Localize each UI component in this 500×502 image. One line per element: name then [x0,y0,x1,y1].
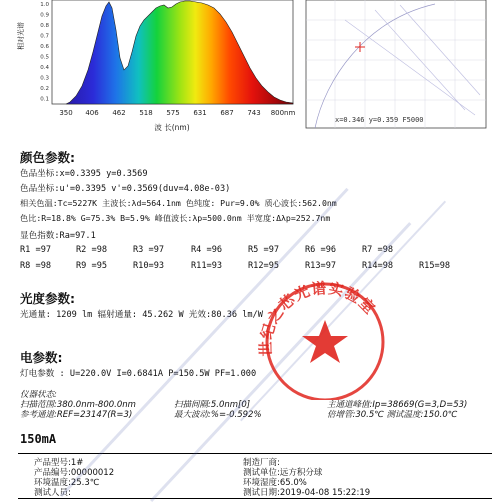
cie-chart [305,0,490,130]
r-value: R15=98 [419,261,451,271]
y-tick: 1.0 [40,2,49,8]
spectrum-x-label: 波 长(nm) [154,123,190,132]
color-heading: 颜色参数: [20,150,75,165]
r-value: R10=93 [133,261,165,271]
x-tick: 518 [139,109,153,117]
r-value: R1 =97 [20,245,52,255]
electric-line: 灯电参数 : U=220.0V I=0.6841A P=150.5W PF=1.000 [20,369,257,379]
r-value: R7 =98 [362,245,394,255]
spectrum-chart [0,0,300,140]
footer-test-unit: 测试单位:远方积分球 [243,468,323,478]
photometric-heading: 光度参数: [20,291,75,306]
color-line-ratio: 色比:R=18.8% G=75.3% B=5.9% 峰值波长:λp=500.0nm 半宽度:Δλp=252.7nm [20,213,331,223]
cie-svg [305,0,490,130]
current-label: 150mA [20,432,57,446]
stamp-star [302,320,348,363]
x-tick: 575 [166,109,180,117]
footer-tester: 测试人员: [34,488,71,498]
photometric-line: 光通量: 1209 lm 辐射通量: 45.262 W 光效:80.36 lm/W [20,310,263,320]
spectrum-y-label: 相对光谱 [17,22,25,50]
r-value: R4 =96 [191,245,223,255]
color-line-ra: 显色指数:Ra=97.1 [20,231,96,241]
color-line-cct: 相关色温:Tc=5227K 主波长:λd=564.1nm 色纯度: Pur=9.0% 质心波长:562.0nm [20,198,337,208]
spectrum-svg [0,0,300,140]
footer-serial: 产品编号:00000012 [34,468,115,478]
x-tick: 800nm [270,109,296,117]
r-value: R9 =95 [76,261,108,271]
instrument-scan-range: 扫描范围:380.0nm-800.0nm [20,400,136,410]
x-tick: 462 [112,109,126,117]
electric-heading: 电参数: [20,350,63,365]
r-value: R2 =98 [76,245,108,255]
instrument-main-peak: 主通道峰值:Ip=38669(G=3,D=53) [327,400,468,410]
r-value: R12=95 [248,261,280,271]
x-tick: 406 [85,109,99,117]
y-tick: 0.3 [40,75,49,82]
instrument-title: 仪器状态: [20,390,57,400]
r-value: R8 =98 [20,261,52,271]
r-value: R13=97 [305,261,337,271]
x-tick: 743 [247,109,261,117]
instrument-ref-channel: 参考通道:REF=23147(R=3) [20,410,133,420]
r-value: R5 =97 [248,245,280,255]
stamp-text: 世纪之芯光谱实验室 [256,278,380,357]
x-tick: 687 [220,109,234,117]
y-tick: 0.7 [40,33,49,40]
footer-rule-bottom [18,498,492,499]
instrument-scan-interval: 扫描间隔:5.0nm[0] [174,400,251,410]
lab-stamp [255,270,395,400]
footer-humidity: 环境湿度:65.0% [243,478,307,488]
color-line-xy: 色品坐标:x=0.3395 y=0.3569 [20,169,148,179]
footer-rule-top [18,453,492,454]
r-value: R11=93 [191,261,223,271]
footer-ambient-temp: 环境温度:25.3℃ [34,478,100,488]
instrument-max-fluct: 最大波动:%=-0.592% [174,410,262,420]
r-value: R3 =97 [133,245,165,255]
color-line-uv: 色品坐标:u'=0.3395 v'=0.3569(duv=4.08e-03) [20,184,231,194]
x-tick: 350 [59,109,73,117]
x-tick: 631 [193,109,207,117]
y-tick: 0.8 [40,23,49,29]
r-value: R6 =96 [305,245,337,255]
r-value: R14=98 [362,261,394,271]
footer-model: 产品型号:1# [34,458,84,468]
cie-readout: x=0.346 y=0.359 F5000 [335,116,424,124]
instrument-pmt: 倍增管:30.5℃ 测试温度:150.0℃ [327,410,458,420]
y-tick: 0.6 [40,44,49,50]
footer-test-date: 测试日期:2019-04-08 15:22:19 [243,488,371,498]
spectrum-x-axis [59,109,295,117]
footer-manufacturer: 制造厂商: [243,458,280,468]
y-tick: 0.1 [40,96,49,103]
stamp-svg [255,270,395,400]
y-tick: 0.4 [40,65,49,71]
spectrum-y-axis [40,2,49,103]
cie-frame [306,0,486,128]
y-tick: 0.2 [40,86,49,92]
y-tick: 0.9 [40,12,49,19]
y-tick: 0.5 [40,54,49,61]
